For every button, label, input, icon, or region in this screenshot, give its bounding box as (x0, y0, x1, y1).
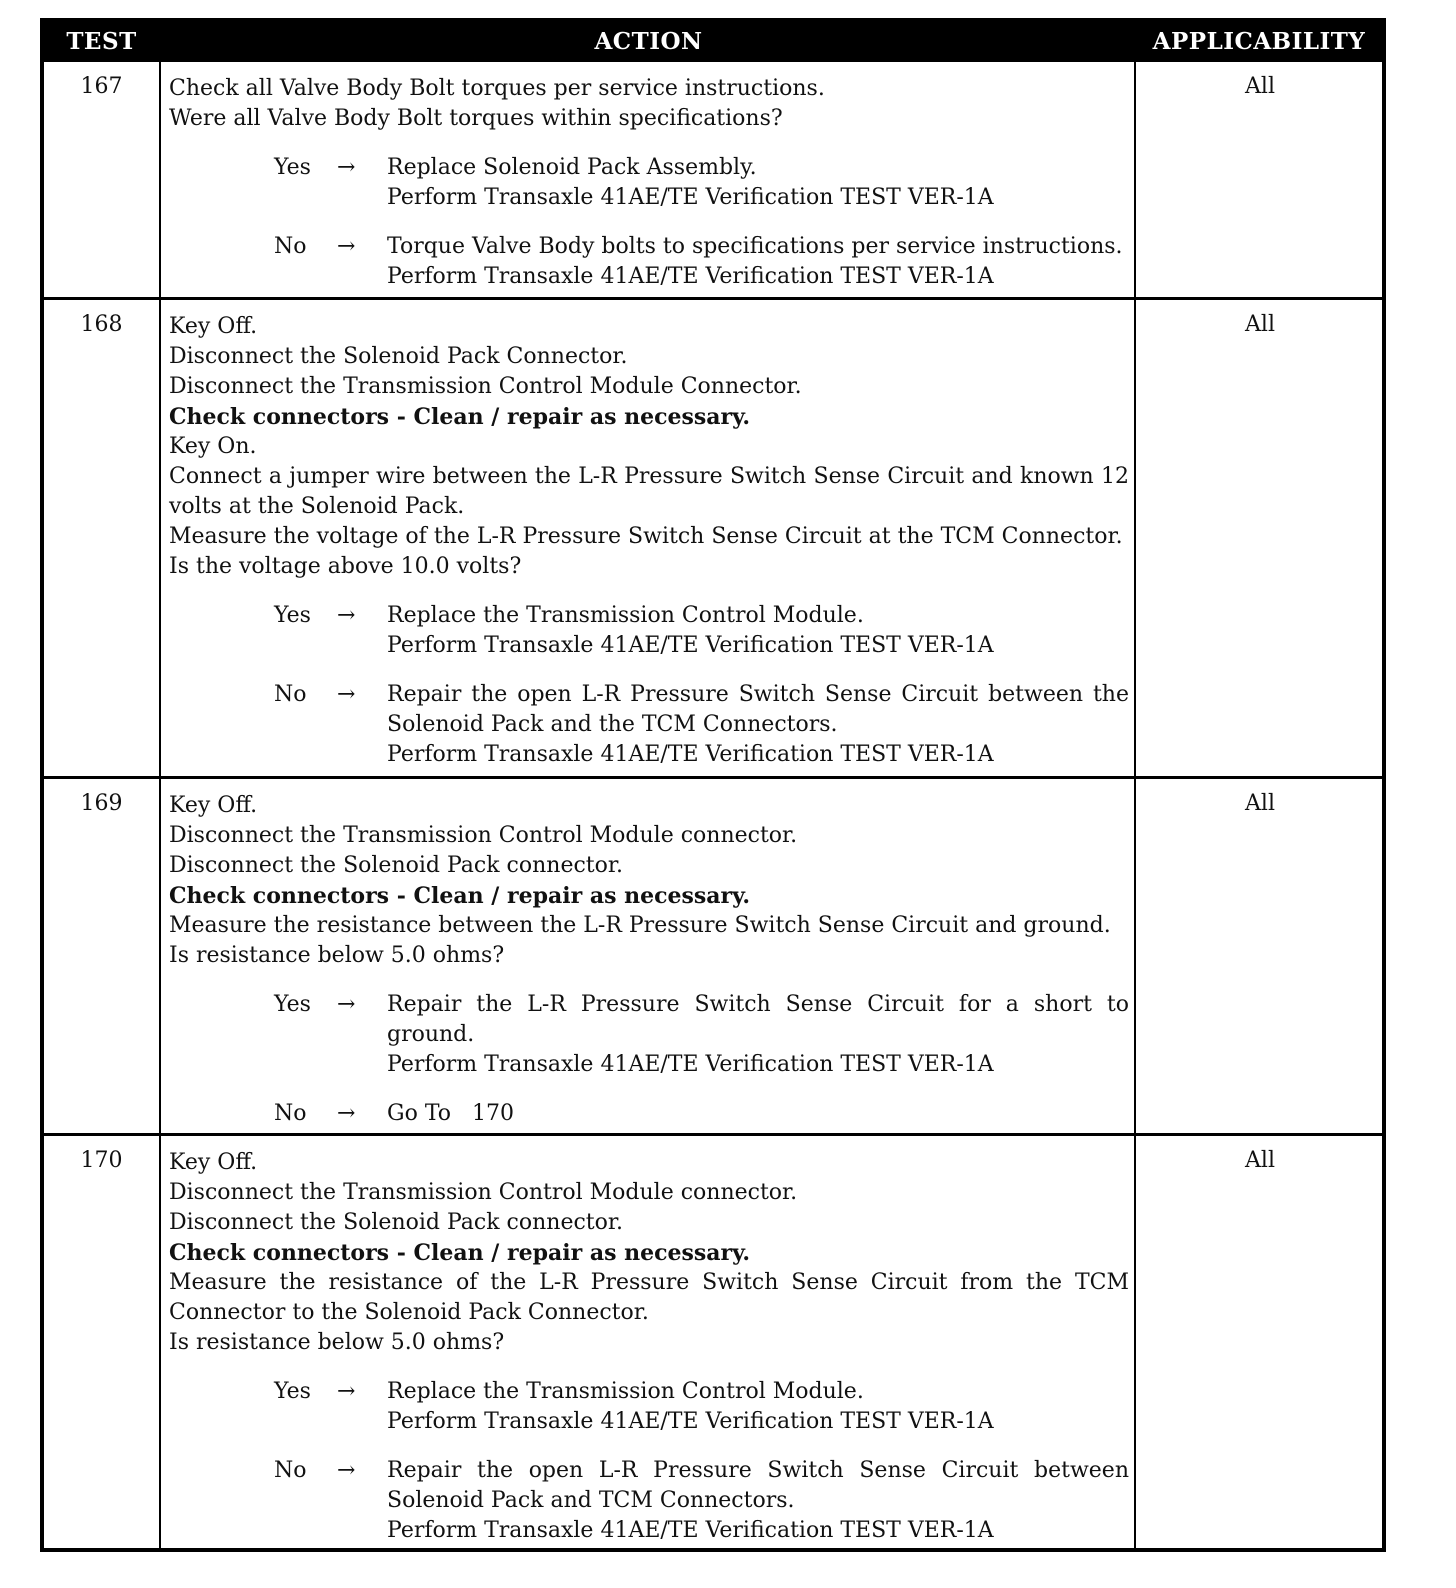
right-arrow-icon: → (337, 682, 356, 707)
no-label: No (274, 1458, 307, 1483)
question-text: Is resistance below 5.0 ohms? (169, 943, 505, 968)
step-text: Disconnect the Solenoid Pack connector. (169, 1210, 623, 1235)
yes-branch (169, 1377, 1129, 1437)
table-row (44, 779, 1382, 1133)
right-arrow-icon: → (337, 1379, 356, 1404)
test-number: 169 (80, 791, 123, 816)
result-text: Repair the open L-R Pressure Switch Sense Circuit between Solenoid Pack and TCM Connectors. (387, 1458, 1129, 1513)
step-text: Key Off. (169, 793, 258, 818)
result-text: Torque Valve Body bolts to specifications per service instructions. (387, 234, 1123, 259)
table-row (44, 300, 1382, 776)
question-text: Is the voltage above 10.0 volts? (169, 554, 522, 579)
step-text: Connect a jumper wire between the L-R Pressure Switch Sense Circuit and known 12 volts at the Solenoid Pack. (169, 464, 1129, 519)
step-text: Disconnect the Transmission Control Module connector. (169, 823, 798, 848)
step-text-bold: Check connectors - Clean / repair as necessary. (169, 883, 751, 909)
diagnostic-table (40, 18, 1386, 1552)
step-text: Disconnect the Transmission Control Module connector. (169, 1180, 798, 1205)
step-text: Disconnect the Transmission Control Module Connector. (169, 374, 802, 399)
no-label: No (274, 682, 307, 707)
no-branch (169, 232, 1129, 292)
result-text: Perform Transaxle 41AE/TE Verification TEST VER-1A (387, 742, 994, 767)
step-text: Disconnect the Solenoid Pack connector. (169, 853, 623, 878)
applicability-cell: All (1245, 1148, 1275, 1173)
step-text: Disconnect the Solenoid Pack Connector. (169, 344, 628, 369)
result-text: Perform Transaxle 41AE/TE Verification TEST VER-1A (387, 264, 994, 289)
action-cell (169, 1148, 1129, 1546)
header-test: TEST (66, 28, 137, 55)
no-label: No (274, 1101, 307, 1126)
yes-label: Yes (274, 992, 311, 1017)
yes-label: Yes (274, 603, 311, 628)
yes-label: Yes (274, 1379, 311, 1404)
result-text: Perform Transaxle 41AE/TE Verification TEST VER-1A (387, 185, 994, 210)
right-arrow-icon: → (337, 603, 356, 628)
right-arrow-icon: → (337, 1101, 356, 1126)
applicability-cell: All (1245, 312, 1275, 337)
header-applicability: APPLICABILITY (1152, 28, 1366, 55)
test-number: 167 (80, 74, 123, 99)
result-text: Perform Transaxle 41AE/TE Verification TEST VER-1A (387, 1052, 994, 1077)
step-text: Key On. (169, 434, 257, 459)
step-text: Key Off. (169, 314, 258, 339)
result-text: Repair the L-R Pressure Switch Sense Circuit for a short to ground. (387, 992, 1129, 1047)
yes-branch (169, 153, 1129, 213)
step-text: Measure the voltage of the L-R Pressure Switch Sense Circuit at the TCM Connector. (169, 524, 1123, 549)
question-text: Is resistance below 5.0 ohms? (169, 1330, 505, 1355)
no-branch (169, 1456, 1129, 1546)
test-number: 170 (80, 1148, 123, 1173)
action-cell (169, 74, 1129, 292)
right-arrow-icon: → (337, 1458, 356, 1483)
right-arrow-icon: → (337, 234, 356, 259)
table-header (44, 22, 1382, 62)
result-text: Repair the open L-R Pressure Switch Sense Circuit between the Solenoid Pack and the TCM Connectors. (387, 682, 1129, 737)
yes-label: Yes (274, 155, 311, 180)
yes-branch (169, 601, 1129, 661)
result-text: Perform Transaxle 41AE/TE Verification TEST VER-1A (387, 633, 994, 658)
right-arrow-icon: → (337, 155, 356, 180)
right-arrow-icon: → (337, 992, 356, 1017)
result-text: Go To 170 (387, 1101, 514, 1126)
table-row (44, 62, 1382, 297)
result-text: Perform Transaxle 41AE/TE Verification TEST VER-1A (387, 1518, 994, 1543)
result-text: Replace the Transmission Control Module. (387, 1379, 864, 1404)
table-row (44, 1136, 1382, 1548)
applicability-cell: All (1245, 791, 1275, 816)
no-branch (169, 680, 1129, 770)
test-number: 168 (80, 312, 123, 337)
applicability-cell: All (1245, 74, 1275, 99)
step-text: Measure the resistance between the L-R Pressure Switch Sense Circuit and ground. (169, 913, 1111, 938)
action-cell (169, 791, 1129, 1129)
step-text: Key Off. (169, 1150, 258, 1175)
step-text-bold: Check connectors - Clean / repair as necessary. (169, 1240, 751, 1266)
question-text: Were all Valve Body Bolt torques within specifications? (169, 106, 783, 131)
no-label: No (274, 234, 307, 259)
step-text-bold: Check connectors - Clean / repair as necessary. (169, 404, 751, 430)
result-text: Replace Solenoid Pack Assembly. (387, 155, 757, 180)
header-action: ACTION (594, 28, 703, 55)
no-branch (169, 1099, 1129, 1129)
step-text: Measure the resistance of the L-R Pressure Switch Sense Circuit from the TCM Connector to the Solenoid Pack Connector. (169, 1270, 1129, 1325)
yes-branch (169, 990, 1129, 1080)
result-text: Replace the Transmission Control Module. (387, 603, 864, 628)
step-text: Check all Valve Body Bolt torques per service instructions. (169, 76, 825, 101)
action-cell (169, 312, 1129, 770)
result-text: Perform Transaxle 41AE/TE Verification TEST VER-1A (387, 1409, 994, 1434)
